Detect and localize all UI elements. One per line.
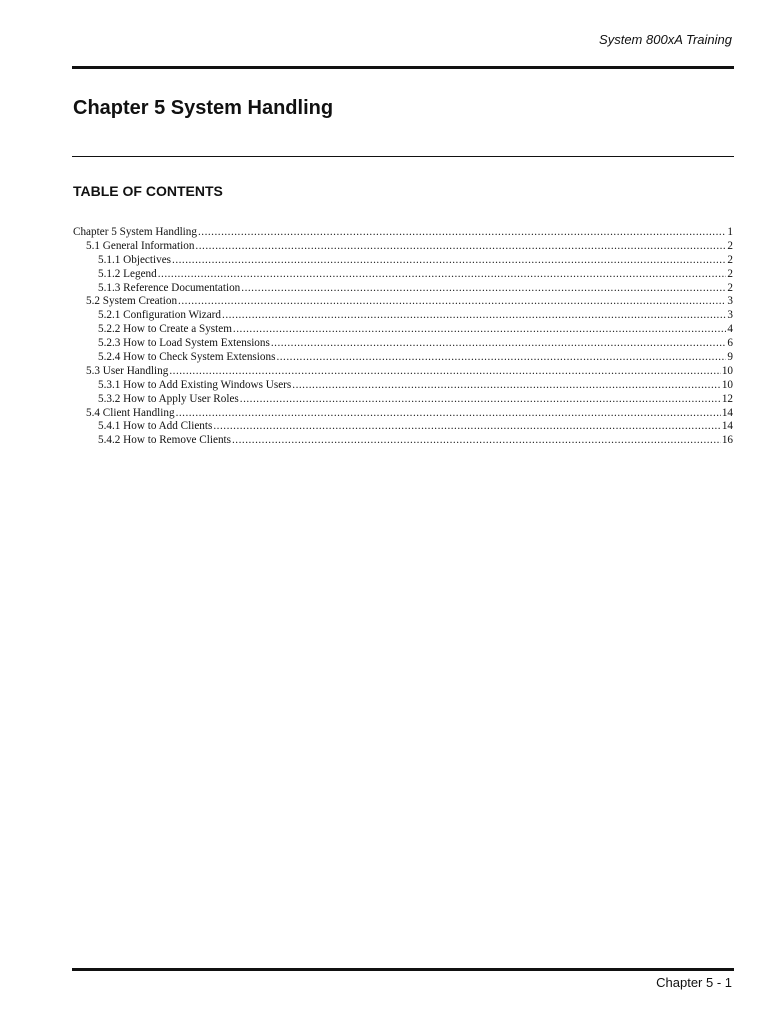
toc-entry[interactable] — [73, 393, 733, 407]
toc-dot-leader — [198, 226, 726, 240]
toc-entry[interactable] — [73, 282, 733, 296]
toc-entry-page: 2 — [727, 253, 733, 266]
title-rule — [72, 156, 734, 157]
toc-entry[interactable] — [73, 407, 733, 421]
toc-entry-page: 3 — [727, 295, 733, 308]
toc-dot-leader — [276, 351, 726, 365]
toc-entry[interactable] — [73, 379, 733, 393]
toc-entry-title: 5.1.1 Objectives — [98, 253, 172, 266]
toc-entry-title: 5.3.2 How to Apply User Roles — [98, 392, 239, 405]
toc-entry-title: 5.3 User Handling — [86, 364, 169, 377]
toc-entry[interactable] — [73, 268, 733, 282]
running-header: System 800xA Training — [599, 32, 732, 47]
toc-entry[interactable] — [73, 337, 733, 351]
header-rule — [72, 66, 734, 69]
toc-entry-title: 5.2.3 How to Load System Extensions — [98, 337, 270, 350]
toc-entry-page: 2 — [727, 281, 733, 294]
toc-entry-page: 14 — [721, 420, 733, 433]
footer-rule — [72, 968, 734, 971]
toc-entry[interactable] — [73, 434, 733, 448]
toc-dot-leader — [241, 282, 726, 296]
toc-dot-leader — [178, 295, 726, 309]
toc-dot-leader — [240, 393, 721, 407]
table-of-contents — [73, 226, 733, 448]
toc-dot-leader — [176, 407, 721, 421]
toc-entry-title: Chapter 5 System Handling — [73, 226, 197, 238]
toc-dot-leader — [271, 337, 727, 351]
toc-entry-page: 9 — [727, 351, 733, 364]
toc-dot-leader — [172, 254, 726, 268]
toc-entry-title: 5.2.2 How to Create a System — [98, 323, 232, 336]
toc-entry-page: 14 — [721, 406, 733, 419]
toc-entry-page: 2 — [727, 267, 733, 280]
toc-dot-leader — [232, 434, 721, 448]
toc-entry[interactable] — [73, 365, 733, 379]
toc-heading: TABLE OF CONTENTS — [73, 183, 223, 199]
toc-entry[interactable] — [73, 226, 733, 240]
toc-entry-page: 1 — [727, 226, 733, 238]
toc-entry[interactable] — [73, 351, 733, 365]
toc-entry-page: 2 — [727, 239, 733, 252]
page-number: Chapter 5 - 1 — [656, 975, 732, 990]
toc-entry[interactable] — [73, 323, 733, 337]
toc-entry-title: 5.2 System Creation — [86, 295, 178, 308]
toc-entry[interactable] — [73, 420, 733, 434]
toc-dot-leader — [213, 420, 720, 434]
toc-entry-page: 12 — [721, 392, 733, 405]
toc-dot-leader — [233, 323, 726, 337]
toc-entry-page: 3 — [727, 309, 733, 322]
toc-entry-page: 10 — [721, 378, 733, 391]
toc-entry[interactable] — [73, 309, 733, 323]
toc-entry-title: 5.4 Client Handling — [86, 406, 175, 419]
toc-entry[interactable] — [73, 295, 733, 309]
chapter-title: Chapter 5 System Handling — [73, 97, 334, 119]
toc-entry-page: 10 — [721, 364, 733, 377]
toc-dot-leader — [169, 365, 720, 379]
toc-entry[interactable] — [73, 240, 733, 254]
toc-dot-leader — [158, 268, 727, 282]
toc-entry-title: 5.4.1 How to Add Clients — [98, 420, 213, 433]
toc-dot-leader — [195, 240, 726, 254]
toc-entry-title: 5.1.2 Legend — [98, 267, 157, 280]
toc-entry-title: 5.1 General Information — [86, 239, 195, 252]
toc-dot-leader — [292, 379, 721, 393]
toc-entry-page: 4 — [727, 323, 733, 336]
toc-entry-title: 5.1.3 Reference Documentation — [98, 281, 241, 294]
toc-entry-title: 5.2.4 How to Check System Extensions — [98, 351, 276, 364]
toc-entry-title: 5.2.1 Configuration Wizard — [98, 309, 222, 322]
toc-entry[interactable] — [73, 254, 733, 268]
toc-dot-leader — [222, 309, 726, 323]
toc-entry-page: 16 — [721, 434, 733, 447]
toc-entry-title: 5.3.1 How to Add Existing Windows Users — [98, 378, 292, 391]
toc-entry-page: 6 — [727, 337, 733, 350]
toc-entry-title: 5.4.2 How to Remove Clients — [98, 434, 231, 447]
